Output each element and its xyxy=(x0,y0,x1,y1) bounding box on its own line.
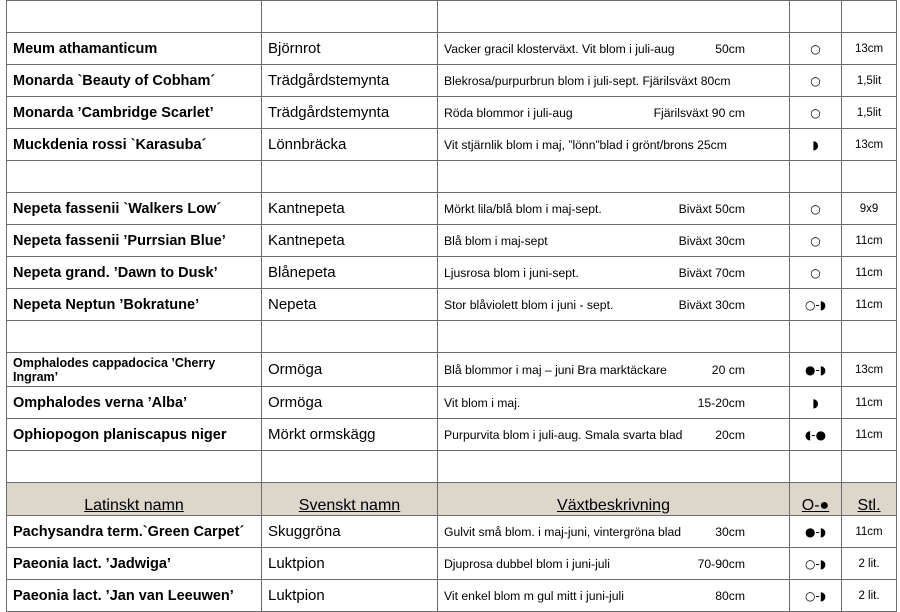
latin-name: Paeonia lact. ’Jadwiga’ xyxy=(7,548,262,580)
sun-exposure-icon: ○-◗ xyxy=(790,289,842,321)
description-cell xyxy=(438,353,790,387)
latin-name: Omphalodes verna ’Alba’ xyxy=(7,387,262,419)
plant-row xyxy=(7,97,897,129)
header-sun-exposure: O-● xyxy=(790,483,842,516)
description-cell xyxy=(438,516,790,548)
swedish-name: Ormöga xyxy=(262,353,438,387)
description-height: Biväxt 50cm xyxy=(678,201,745,216)
blank-row xyxy=(7,321,897,353)
plant-table-body xyxy=(7,1,897,612)
sun-exposure-icon: ○-◗ xyxy=(790,580,842,612)
plant-row xyxy=(7,580,897,612)
description-cell xyxy=(438,419,790,451)
sun-exposure-icon: ●-◗ xyxy=(790,516,842,548)
latin-name: Paeonia lact. ’Jan van Leeuwen’ xyxy=(7,580,262,612)
description-height: 15-20cm xyxy=(697,395,745,410)
latin-name: Nepeta Neptun ’Bokratune’ xyxy=(7,289,262,321)
blank-cell xyxy=(7,451,262,483)
blank-cell xyxy=(262,161,438,193)
sun-exposure-icon: ○ xyxy=(790,65,842,97)
description: Vit stjärnlik blom i maj, ”lönn”blad i grönt/brons 25cm xyxy=(444,137,727,152)
swedish-name: Ormöga xyxy=(262,387,438,419)
description: Blå blom i maj-sept xyxy=(444,233,548,248)
description: Djuprosa dubbel blom i juni-juli xyxy=(444,556,610,571)
sun-exposure-icon: ●-◗ xyxy=(790,353,842,387)
description-cell xyxy=(438,193,790,225)
swedish-name: Björnrot xyxy=(262,33,438,65)
pot-size: 2 lit. xyxy=(842,548,897,580)
swedish-name: Skuggröna xyxy=(262,516,438,548)
sun-exposure-icon: ◗ xyxy=(790,129,842,161)
pot-size: 13cm xyxy=(842,33,897,65)
sun-exposure-icon: ◖-● xyxy=(790,419,842,451)
pot-size: 13cm xyxy=(842,129,897,161)
description-cell xyxy=(438,580,790,612)
blank-cell xyxy=(842,161,897,193)
description: Vacker gracil klosterväxt. Vit blom i juli-aug xyxy=(444,41,675,56)
description-cell xyxy=(438,225,790,257)
plant-row xyxy=(7,548,897,580)
latin-name: Meum athamanticum xyxy=(7,33,262,65)
description-height: 20cm xyxy=(715,427,745,442)
plant-row xyxy=(7,65,897,97)
swedish-name: Mörkt ormskägg xyxy=(262,419,438,451)
swedish-name: Trädgårdstemynta xyxy=(262,65,438,97)
pot-size: 11cm xyxy=(842,257,897,289)
description-height: 80cm xyxy=(715,588,745,603)
pot-size: 11cm xyxy=(842,289,897,321)
description-cell xyxy=(438,33,790,65)
sun-exposure-icon: ○ xyxy=(790,193,842,225)
pot-size: 11cm xyxy=(842,516,897,548)
description: Blekrosa/purpurbrun blom i juli-sept. Fjärilsväxt 80cm xyxy=(444,73,731,88)
swedish-name: Trädgårdstemynta xyxy=(262,97,438,129)
description: Vit blom i maj. xyxy=(444,395,521,410)
description: Stor blåviolett blom i juni - sept. xyxy=(444,297,614,312)
latin-name: Nepeta grand. ’Dawn to Dusk’ xyxy=(7,257,262,289)
blank-cell xyxy=(842,1,897,33)
plant-row xyxy=(7,193,897,225)
pot-size: 11cm xyxy=(842,387,897,419)
description: Purpurvita blom i juli-aug. Smala svarta blad xyxy=(444,427,683,442)
sun-exposure-icon: ○-◗ xyxy=(790,548,842,580)
description-cell xyxy=(438,257,790,289)
pot-size: 13cm xyxy=(842,353,897,387)
blank-cell xyxy=(262,451,438,483)
pot-size: 2 lit. xyxy=(842,580,897,612)
description-height: 50cm xyxy=(715,41,745,56)
plant-row xyxy=(7,289,897,321)
description: Mörkt lila/blå blom i maj-sept. xyxy=(444,201,602,216)
plant-row xyxy=(7,257,897,289)
latin-name: Nepeta fassenii ’Purrsian Blue’ xyxy=(7,225,262,257)
description: Gulvit små blom. i maj-juni, vintergröna blad xyxy=(444,524,682,539)
swedish-name: Lönnbräcka xyxy=(262,129,438,161)
sun-exposure-icon: ◗ xyxy=(790,387,842,419)
blank-cell xyxy=(790,321,842,353)
blank-cell xyxy=(262,321,438,353)
description: Röda blommor i juli-aug xyxy=(444,105,573,120)
blank-cell xyxy=(438,1,790,33)
blank-cell xyxy=(438,321,790,353)
description: Ljusrosa blom i juni-sept. xyxy=(444,265,579,280)
blank-cell xyxy=(7,321,262,353)
header-latin-name: Latinskt namn xyxy=(7,483,262,516)
blank-cell xyxy=(790,451,842,483)
plant-row xyxy=(7,387,897,419)
latin-name: Monarda ’Cambridge Scarlet’ xyxy=(7,97,262,129)
sun-exposure-icon: ○ xyxy=(790,33,842,65)
header-swedish-name: Svenskt namn xyxy=(262,483,438,516)
blank-cell xyxy=(842,451,897,483)
plant-row xyxy=(7,516,897,548)
blank-cell xyxy=(790,161,842,193)
pot-size: 9x9 xyxy=(842,193,897,225)
blank-row xyxy=(7,161,897,193)
blank-row xyxy=(7,451,897,483)
latin-name: Muckdenia rossi `Karasuba´ xyxy=(7,129,262,161)
blank-cell xyxy=(262,1,438,33)
description-cell xyxy=(438,289,790,321)
description-cell xyxy=(438,387,790,419)
description-height: 70-90cm xyxy=(697,556,745,571)
description-height: Biväxt 70cm xyxy=(678,265,745,280)
description-cell xyxy=(438,548,790,580)
description-height: 20 cm xyxy=(711,362,745,377)
blank-cell xyxy=(438,451,790,483)
plant-row xyxy=(7,419,897,451)
blank-cell xyxy=(7,161,262,193)
plant-row xyxy=(7,33,897,65)
latin-name: Monarda `Beauty of Cobham´ xyxy=(7,65,262,97)
description-cell xyxy=(438,65,790,97)
header-size: Stl. xyxy=(842,483,897,516)
blank-row xyxy=(7,1,897,33)
swedish-name: Luktpion xyxy=(262,580,438,612)
swedish-name: Blånepeta xyxy=(262,257,438,289)
column-header-row xyxy=(7,483,897,516)
swedish-name: Kantnepeta xyxy=(262,225,438,257)
description-height: Biväxt 30cm xyxy=(678,297,745,312)
pot-size: 11cm xyxy=(842,225,897,257)
sun-exposure-icon: ○ xyxy=(790,97,842,129)
pot-size: 1,5lit xyxy=(842,65,897,97)
swedish-name: Nepeta xyxy=(262,289,438,321)
latin-name: Nepeta fassenii `Walkers Low´ xyxy=(7,193,262,225)
description-cell xyxy=(438,129,790,161)
plant-table xyxy=(6,0,897,612)
sun-exposure-icon: ○ xyxy=(790,225,842,257)
swedish-name: Kantnepeta xyxy=(262,193,438,225)
header-description: Växtbeskrivning xyxy=(438,483,790,516)
description-height: Fjärilsväxt 90 cm xyxy=(653,105,745,120)
description-cell xyxy=(438,97,790,129)
description-height: 30cm xyxy=(715,524,745,539)
description: Vit enkel blom m gul mitt i juni-juli xyxy=(444,588,624,603)
blank-cell xyxy=(7,1,262,33)
latin-name: Omphalodes cappadocica ’Cherry Ingram’ xyxy=(7,353,262,387)
blank-cell xyxy=(438,161,790,193)
latin-name: Pachysandra term.`Green Carpet´ xyxy=(7,516,262,548)
plant-row xyxy=(7,129,897,161)
plant-row xyxy=(7,225,897,257)
description: Blå blommor i maj – juni Bra marktäckare xyxy=(444,362,667,377)
pot-size: 1,5lit xyxy=(842,97,897,129)
sun-exposure-icon: ○ xyxy=(790,257,842,289)
pot-size: 11cm xyxy=(842,419,897,451)
blank-cell xyxy=(790,1,842,33)
latin-name: Ophiopogon planiscapus niger xyxy=(7,419,262,451)
blank-cell xyxy=(842,321,897,353)
plant-row xyxy=(7,353,897,387)
description-height: Biväxt 30cm xyxy=(678,233,745,248)
swedish-name: Luktpion xyxy=(262,548,438,580)
